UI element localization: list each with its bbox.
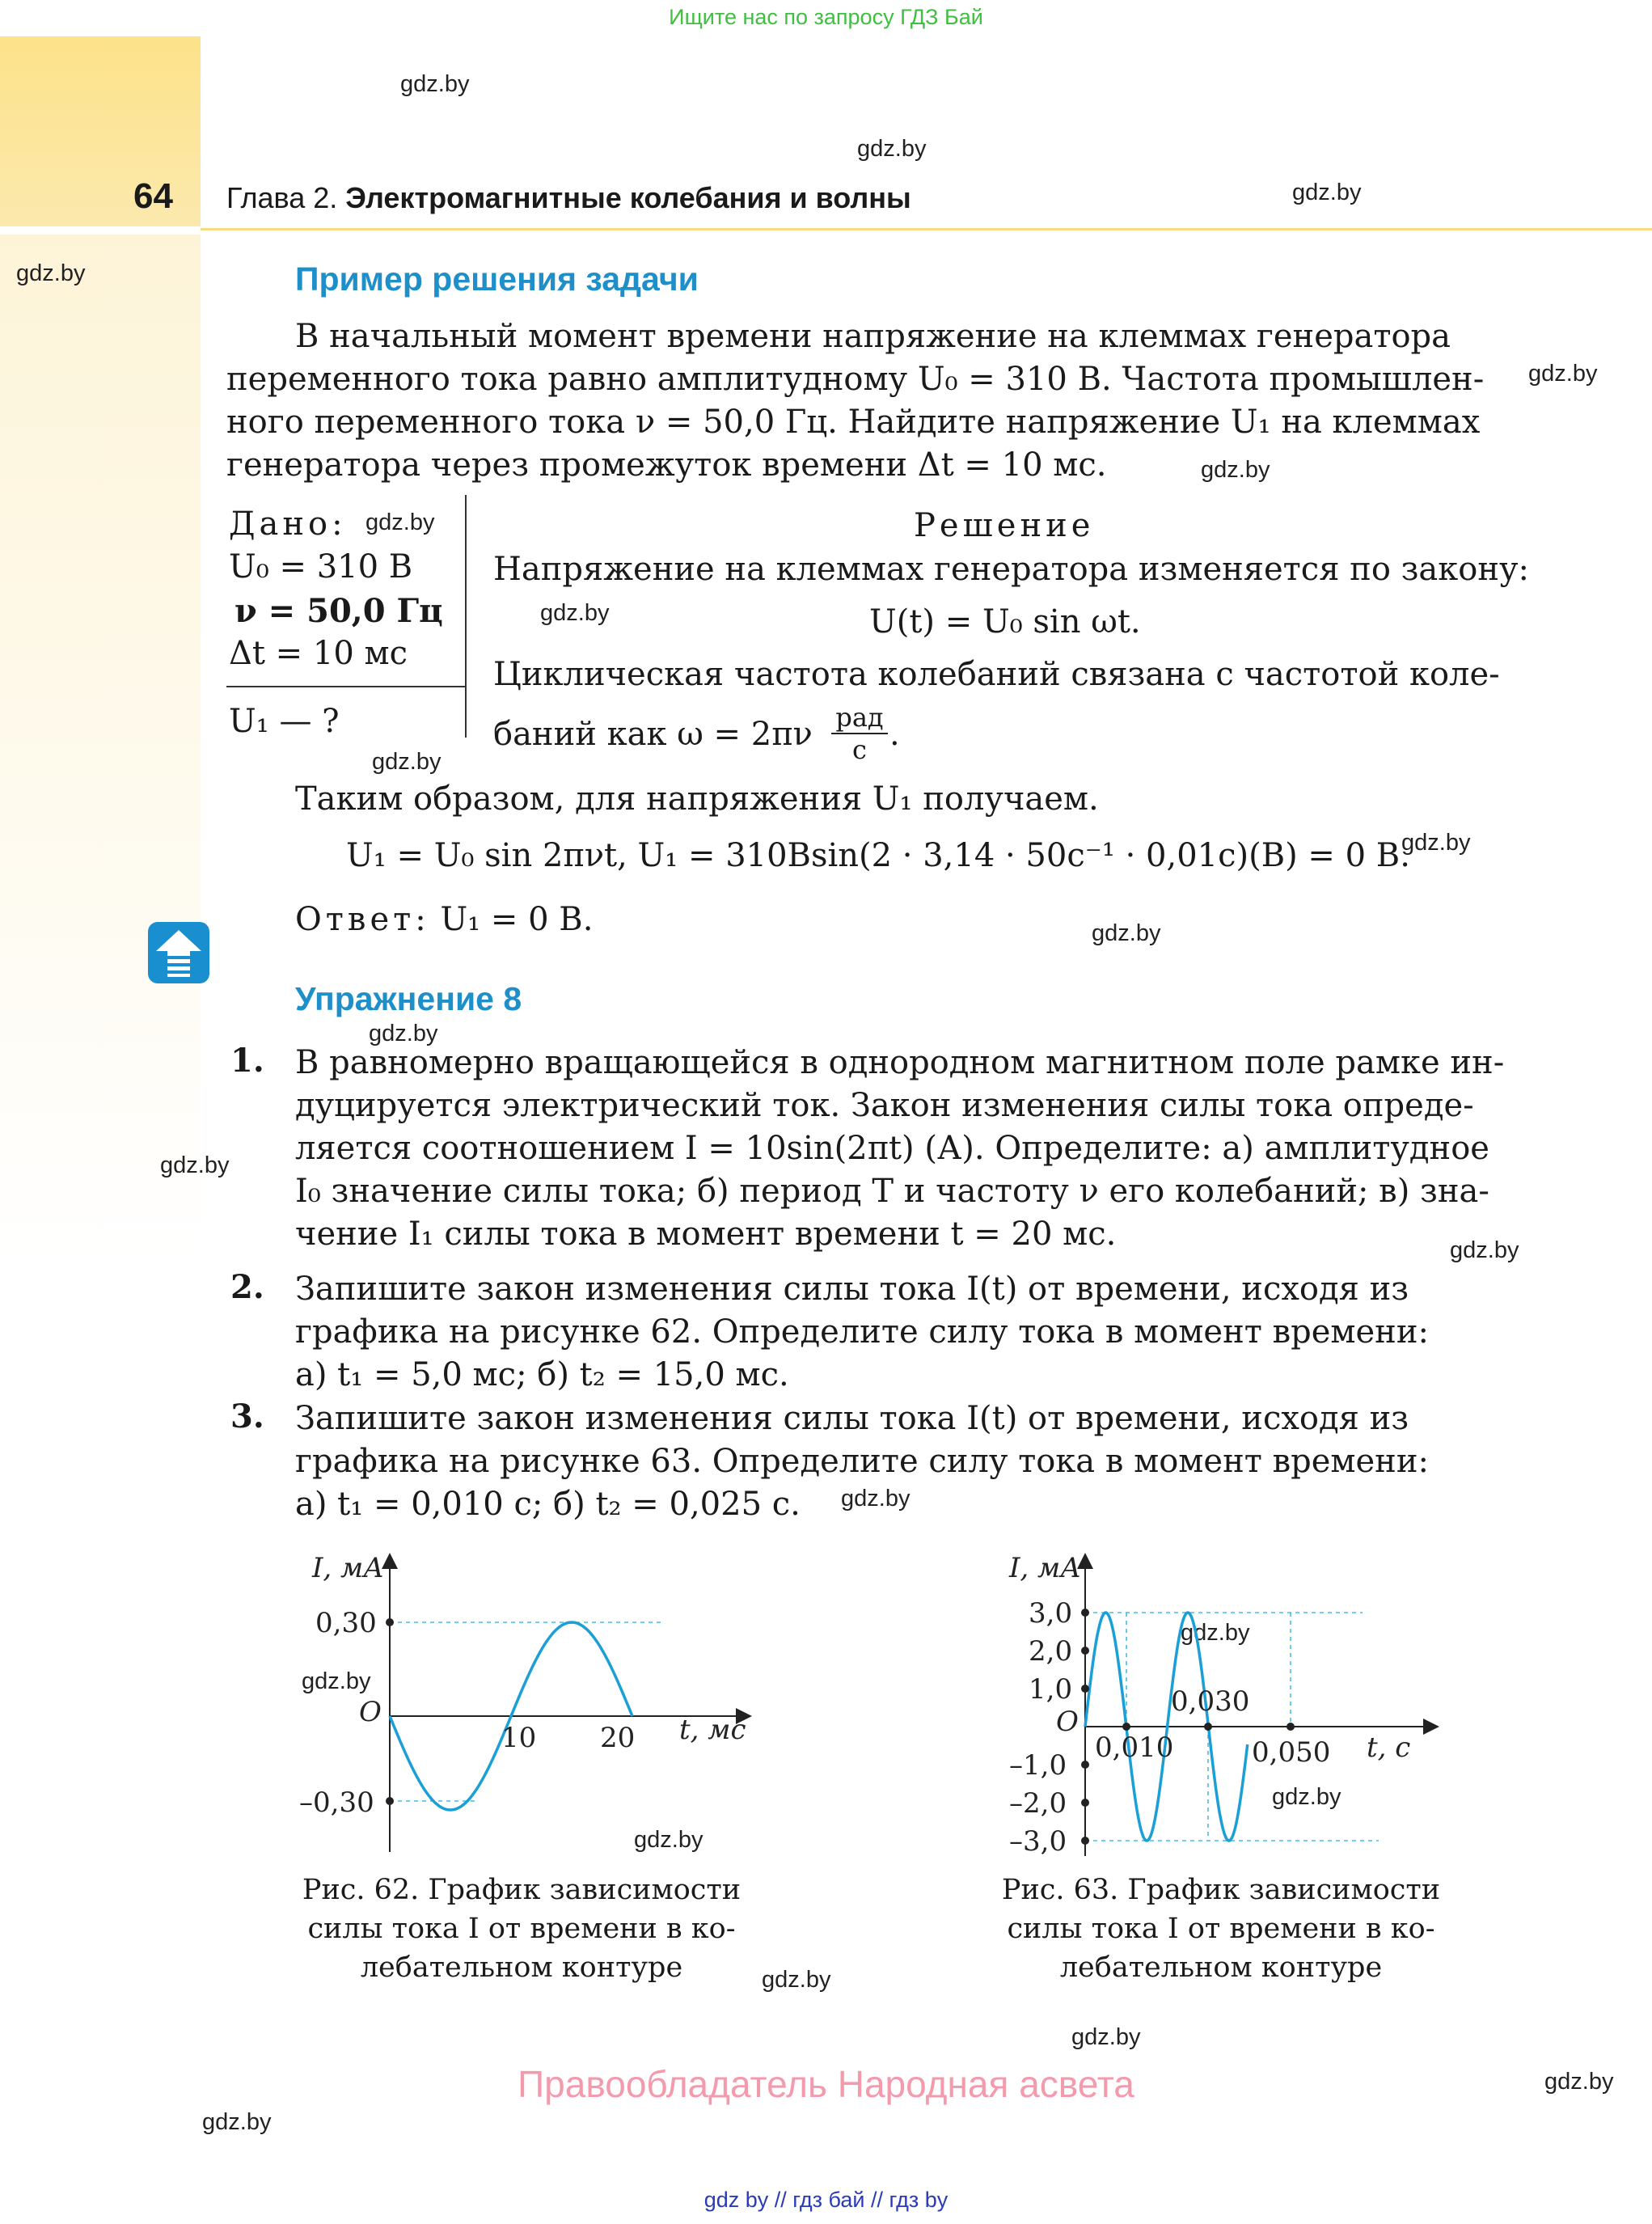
origin-label: O <box>359 1696 382 1728</box>
page-number: 64 <box>133 176 173 216</box>
y-axis-label: I, мА <box>1009 1552 1081 1584</box>
y-tick-label: 3,0 <box>1029 1597 1073 1630</box>
given-divider <box>465 495 467 738</box>
watermark: gdz.by <box>1450 1237 1519 1263</box>
exercise-line: а) t₁ = 5,0 мс; б) t₂ = 15,0 мс. <box>295 1356 789 1393</box>
problem-line: ного переменного тока ν = 50,0 Гц. Найдите напряжение U₁ на клеммах <box>226 404 1481 441</box>
watermark: gdz.by <box>1092 920 1161 946</box>
y-tick-label: 1,0 <box>1029 1673 1073 1706</box>
exercise-line: графика на рисунке 63. Определите силу тока в момент времени: <box>295 1443 1429 1480</box>
header-rule <box>201 228 1652 230</box>
figure-62 <box>283 1545 768 1868</box>
exercise-line: I₀ значение силы тока; б) период T и частоту ν его колебаний; в) зна- <box>295 1173 1489 1210</box>
given-nu: ν = 50,0 Гц <box>234 592 443 630</box>
x-tick-label: 0,010 <box>1095 1731 1174 1764</box>
fraction-numerator: рад <box>831 702 888 734</box>
tick-dot <box>1081 1647 1089 1655</box>
x-axis-label: t, мс <box>679 1714 746 1746</box>
figure-63-caption <box>974 1871 1468 1987</box>
given-dt: Δt = 10 мс <box>229 635 408 672</box>
watermark: gdz.by <box>1201 457 1270 483</box>
watermark: gdz.by <box>372 749 442 775</box>
footer-links[interactable]: gdz by // гдз бай // гдз by <box>703 2188 949 2212</box>
figure-63 <box>995 1545 1447 1868</box>
solution-label: Решение <box>914 507 1095 544</box>
caption-line: Рис. 62. График зависимости <box>302 1874 741 1906</box>
caption-line: силы тока I от времени в ко- <box>1007 1913 1435 1945</box>
chapter-name: Электромагнитные колебания и волны <box>345 181 911 214</box>
y-tick-label: 2,0 <box>1029 1635 1073 1668</box>
watermark: gdz.by <box>202 2109 272 2135</box>
example-heading: Пример решения задачи <box>295 260 699 298</box>
thus-line: Таким образом, для напряжения U₁ получаем. <box>295 780 1099 818</box>
exercise-number: 1. <box>230 1042 264 1080</box>
problem-line: переменного тока равно амплитудному U₀ = 310 В. Частота промышлен- <box>226 361 1485 398</box>
tick-dot <box>1122 1723 1130 1731</box>
y-axis-label: I, мА <box>312 1552 384 1584</box>
watermark: gdz.by <box>634 1827 703 1853</box>
exercise-line: а) t₁ = 0,010 с; б) t₂ = 0,025 с. <box>295 1486 801 1523</box>
caption-line: лебательном контуре <box>360 1951 683 1984</box>
problem-line: В начальный момент времени напряжение на клеммах генератора <box>295 318 1451 355</box>
y-tick-label: –3,0 <box>1009 1825 1067 1858</box>
watermark: gdz.by <box>762 1967 831 1993</box>
exercise-item-2 <box>295 1268 1520 1397</box>
x-tick-label: 0,050 <box>1252 1736 1331 1769</box>
watermark: gdz.by <box>369 1021 438 1046</box>
tick-dot <box>386 1618 394 1626</box>
final-formula: U₁ = U₀ sin 2πνt, U₁ = 310Bsin(2 · 3,14 · 50c⁻¹ · 0,01c)(B) = 0 В. <box>346 837 1410 874</box>
answer-line <box>295 898 593 941</box>
exercise-line: графика на рисунке 62. Определите силу тока в момент времени: <box>295 1313 1429 1351</box>
watermark: gdz.by <box>1272 1784 1341 1810</box>
x-tick-label: 0,030 <box>1171 1685 1250 1718</box>
example-problem <box>226 315 1520 487</box>
tick-dot <box>1081 1837 1089 1845</box>
formula-u-t: U(t) = U₀ sin ωt. <box>869 603 1141 641</box>
watermark: gdz.by <box>160 1152 230 1178</box>
up-arrow-icon[interactable] <box>148 922 209 983</box>
fraction <box>831 702 888 765</box>
watermark: gdz.by <box>365 509 435 535</box>
exercise-line: Запишите закон изменения силы тока I(t) от времени, исходя из <box>295 1400 1409 1437</box>
exercise-line: Запишите закон изменения силы тока I(t) от времени, исходя из <box>295 1271 1409 1308</box>
answer-label: Ответ: <box>295 901 430 938</box>
x-tick-label: 20 <box>600 1722 636 1754</box>
watermark: gdz.by <box>857 136 927 162</box>
exercise-line: чение I₁ силы тока в момент времени t = 20 мс. <box>295 1216 1117 1253</box>
tick-dot <box>1081 1609 1089 1617</box>
exercise-item-3 <box>295 1397 1520 1526</box>
y-tick-label: 0,30 <box>315 1607 377 1639</box>
given-u0: U₀ = 310 В <box>229 548 413 586</box>
watermark: gdz.by <box>1401 830 1471 856</box>
top-banner[interactable]: Ищите нас по запросу ГДЗ Бай <box>669 5 983 29</box>
tick-dot <box>1081 1799 1089 1807</box>
fraction-denominator: с <box>852 734 867 765</box>
margin-strip <box>0 235 201 1262</box>
caption-line: лебательном контуре <box>1059 1951 1383 1984</box>
tick-dot <box>386 1797 394 1805</box>
exercise-item-1 <box>295 1042 1520 1256</box>
y-tick-label: –0,30 <box>299 1786 374 1819</box>
watermark: gdz.by <box>1528 361 1598 387</box>
watermark: gdz.by <box>400 71 470 97</box>
exercise-number: 2. <box>230 1268 264 1306</box>
find-u1: U₁ — ? <box>229 703 340 740</box>
watermark: gdz.by <box>841 1486 911 1512</box>
watermark: gdz.by <box>540 600 610 626</box>
exercise-heading: Упражнение 8 <box>295 980 522 1017</box>
solution-line: баний как ω = 2πν <box>493 716 813 753</box>
watermark: gdz.by <box>1292 180 1362 205</box>
watermark: gdz.by <box>1181 1620 1250 1646</box>
y-tick-label: –1,0 <box>1009 1749 1067 1782</box>
given-underline <box>226 686 465 687</box>
exercise-line: дуцируется электрический ток. Закон изменения силы тока опреде- <box>295 1087 1474 1124</box>
x-axis-label: t, с <box>1367 1731 1411 1764</box>
solution-line: Циклическая частота колебаний связана с частотой коле- <box>493 656 1500 693</box>
exercise-line: В равномерно вращающейся в однородном магнитном поле рамке ин- <box>295 1044 1505 1081</box>
watermark: gdz.by <box>1071 2024 1141 2050</box>
tick-dot <box>1081 1761 1089 1769</box>
exercise-line: ляется соотношением I = 10sin(2πt) (А). Определите: а) амплитудное <box>295 1130 1489 1167</box>
figure-62-caption <box>279 1871 764 1987</box>
watermark: gdz.by <box>302 1668 371 1694</box>
caption-line: силы тока I от времени в ко- <box>307 1913 736 1945</box>
answer-value: U₁ = 0 В. <box>440 901 594 938</box>
fraction-period: . <box>889 716 900 753</box>
solution-line: Напряжение на клеммах генератора изменяется по закону: <box>493 551 1530 588</box>
exercise-number: 3. <box>230 1397 264 1435</box>
problem-line: генератора через промежуток времени Δt = 10 мс. <box>226 446 1107 484</box>
copyright-owner: Правообладатель Народная асвета <box>518 2063 1134 2105</box>
x-tick-label: 10 <box>501 1722 537 1754</box>
tick-dot <box>1287 1723 1295 1731</box>
tick-dot <box>1204 1723 1212 1731</box>
chapter-title <box>226 181 911 215</box>
origin-label: O <box>1056 1706 1079 1738</box>
chapter-prefix: Глава 2. <box>226 181 338 214</box>
given-label: Дано: <box>229 505 347 543</box>
y-tick-label: –2,0 <box>1009 1787 1067 1820</box>
watermark: gdz.by <box>16 260 86 286</box>
caption-line: Рис. 63. График зависимости <box>1001 1874 1441 1906</box>
watermark: gdz.by <box>1544 2069 1614 2095</box>
tick-dot <box>1081 1685 1089 1693</box>
